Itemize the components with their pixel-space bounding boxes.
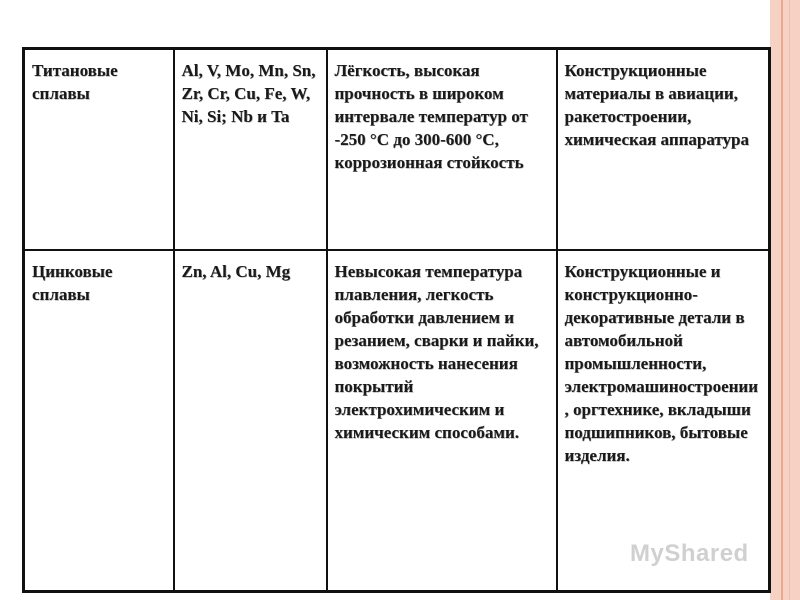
cell-application: Конструкционные материалы в авиации, ракетостроении, химическая аппаратура [557,49,770,251]
cell-material: Цинковые сплавы [24,250,174,592]
decorative-side-line-thin [789,0,790,600]
table-row [24,49,770,251]
decorative-side-bar [770,0,800,600]
alloys-table [22,47,771,593]
cell-properties: Лёгкость, высокая прочность в широком интервале температур от -250 °С до 300-600 °С, коррозионная стойкость [327,49,557,251]
cell-elements: Al, V, Mo, Mn, Sn, Zr, Cr, Cu, Fe, W, Ni, Si; Nb и Ta [174,49,327,251]
watermark: MyShared [630,540,749,567]
cell-application: Конструкционные и конструкционно-декоративные детали в автомобильной промышленности, электромашиностроении, оргтехнике, вкладыши подшипников, бытовые изделия. [557,250,770,592]
cell-properties: Невысокая температура плавления, легкость обработки давлением и резанием, сварки и пайки, возможность нанесения покрытий электрохимическим и химическим способами. [327,250,557,592]
cell-material: Титановые сплавы [24,49,174,251]
cell-elements: Zn, Al, Cu, Mg [174,250,327,592]
decorative-side-line [781,0,783,600]
